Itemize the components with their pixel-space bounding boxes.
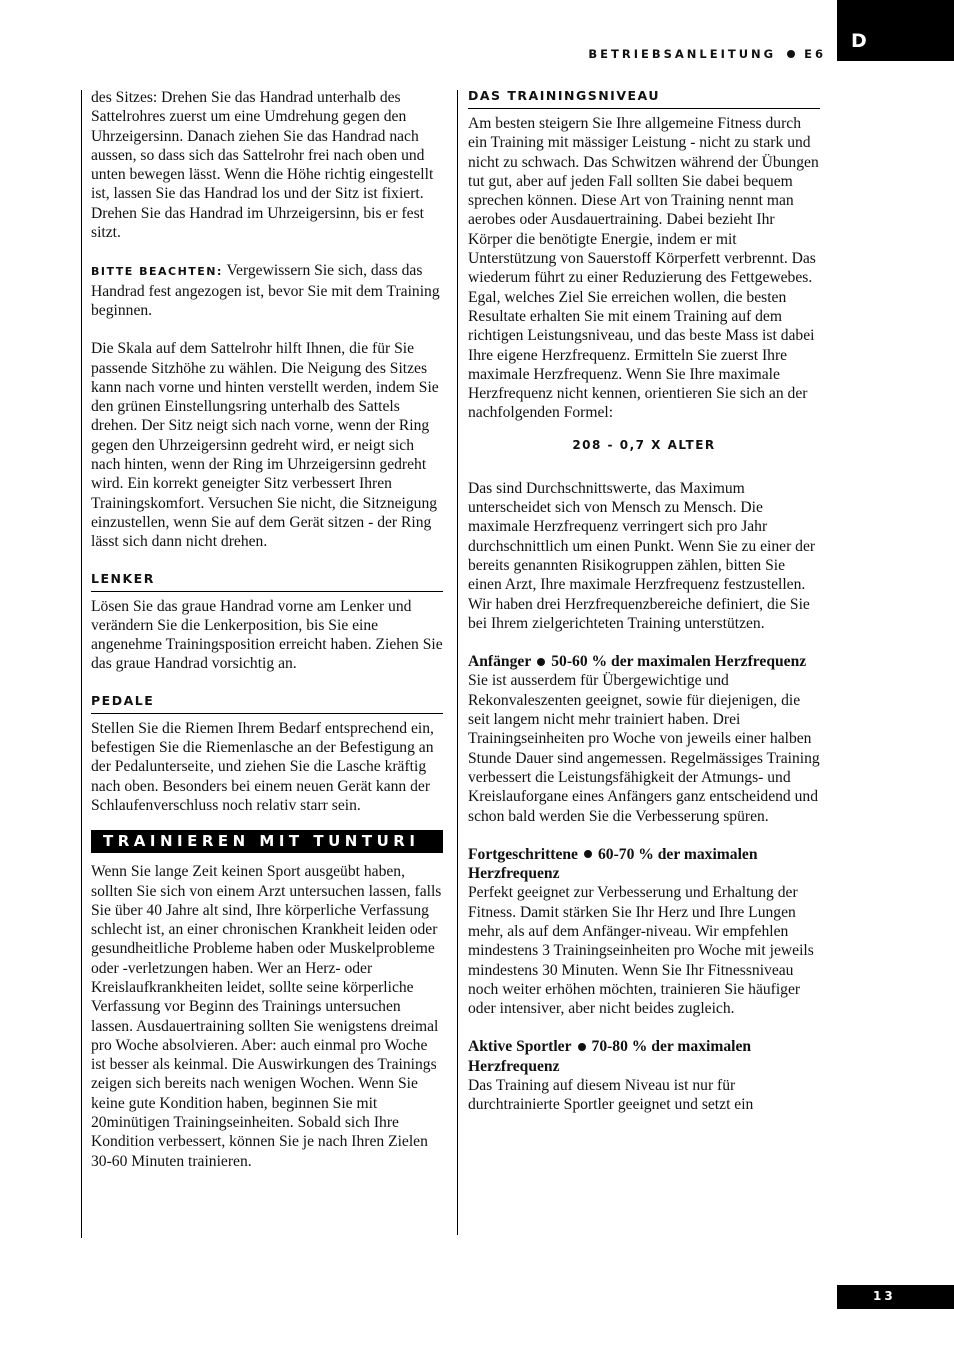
left-column-rule: [81, 90, 82, 1238]
seat-adjust-paragraph: des Sitzes: Drehen Sie das Handrad unterhalb des Sattelrohres zuerst um eine Umdrehung gegen den Uhrzeigersinn. Danach ziehen Sie das Handrad nach aussen, so dass sich das Sattelrohr frei nach oben und unten bewegen lässt. Wenn die Höhe richtig eingestellt ist, lassen Sie das Handrad los und der Sitz ist fixiert. Drehen Sie das Handrad im Uhrzeigersinn, bis er fest sitzt.: [91, 89, 434, 242]
lenker-paragraph: Lösen Sie das graue Handrad vorne am Lenker und verändern Sie die Lenkerposition, bis Sie eine angenehme Trainingsposition erreicht haben. Ziehen Sie das graue Handrad vorsichtig an.: [91, 597, 443, 673]
note-label: BITTE BEACHTEN:: [91, 265, 223, 279]
trainingsniveau-paragraph: Am besten steigern Sie Ihre allgemeine Fitness durch ein Training mit mässiger Leistung - nicht zu stark und nicht zu schwach. Das Schwitzen während der Übungen tut gut, aber auf jeden Fall sollten Sie dabei bequem sprechen können. Diese Art von Training nennt man aerobes oder Ausdauertraining. Dabei bezieht Ihr Körper die benötigte Energie, indem er mit Unterstützung von Sauerstoff Körperfett verbrennt. Das wiederum führt zu einer Reduzierung des Fettgewebes. Egal, welches Ziel Sie erreichen wollen, die besten Resultate erhalten Sie mit einem Training auf dem richtigen Leistungsniveau, und das beste Mass ist dabei Ihre eigene Herzfrequenz. Ermitteln Sie zuerst Ihre maximale Herzfrequenz. Wenn Sie Ihre maximale Herzfrequenz nicht kennen, orientieren Sie sich an der nachfolgenden Formel:: [468, 115, 819, 422]
level-beginner-text: Sie ist ausserdem für Übergewichtige und Rekonvaleszenten geeignet, sowie für diejenigen, die seit langem nicht mehr trainiert haben. Drei Trainingseinheiten pro Woche von jeweils einer halben Stunde Dauer sind angemessen. Regelmässiges Training verbessert die Leistungsfähigkeit der Atmungs- und Kreislauforgane eines Anfängers ganz entscheidend und schon bald werden Sie die Verbesserung spüren.: [468, 672, 820, 825]
language-tab: [837, 0, 954, 61]
level-range: 60-70 % der maximalen Herzfrequenz: [468, 845, 758, 883]
heart-rate-formula: 208 - 0,7 X ALTER: [572, 437, 716, 452]
level-athlete-text: Das Training auf diesem Niveau ist nur für durchtrainierte Sportler geeignet und setzt ein: [468, 1077, 754, 1114]
pedale-paragraph: Stellen Sie die Riemen Ihrem Bedarf entsprechend ein, befestigen Sie die Riemenlasche an der Befestigung an der Pedalunterseite, und ziehen Sie die Lasche kräftig nach oben. Besonders bei einem neuen Gerät kann der Schlaufenverschluss noch relativ starr sein.: [91, 719, 434, 814]
level-name: Anfänger: [468, 653, 532, 671]
level-range: 50-60 % der maximalen Herzfrequenz: [551, 653, 807, 671]
level-athlete-heading: [468, 1037, 820, 1076]
level-advanced-text: Perfekt geeignet zur Verbesserung und Erhaltung der Fitness. Damit stärken Sie Ihr Herz und Ihre Lungen mehr, als auf dem Anfänger-niveau. Wir empfehlen mindestens 3 Trainingseinheiten pro Woche mit jeweils mindestens 30 Minuten. Wenn Sie Ihr Fitnessniveau noch weiter erhöhen möchten, trainieren Sie häufiger oder intensiver, aber nicht beides zugleich.: [468, 884, 814, 1018]
note-text: Vergewissern Sie sich, dass das Handrad fest angezogen ist, bevor Sie mit dem Training beginnen.: [91, 262, 440, 319]
average-values-paragraph: Das sind Durchschnittswerte, das Maximum unterscheidet sich von Mensch zu Mensch. Die maximale Herzfrequenz verringert sich pro Jahr durchschnittlich um einen Punkt. Wenn Sie zu einer der bereits genannten Risikogruppen zählen, bitten Sie einen Arzt, Ihre maximale Herzfrequenz festzustellen. Wir haben drei Herzfrequenzbereiche definiert, die Sie bei Ihrem zielgerichteten Training unterstützen.: [468, 479, 816, 632]
trainingsniveau-heading: DAS TRAININGSNIVEAU: [468, 88, 820, 109]
page-number: [837, 1285, 954, 1309]
bullet-icon: [787, 50, 795, 58]
lenker-heading: LENKER: [91, 571, 443, 592]
running-header: [588, 47, 826, 61]
seat-tilt-paragraph: Die Skala auf dem Sattelrohr hilft Ihnen, die für Sie passende Sitzhöhe zu wählen. Die Neigung des Sitzes kann nach vorne und hinten verstellt werden, indem Sie den grünen Einstellungsring unterhalb des Sattels drehen. Der Sitz neigt sich nach vorne, wenn der Ring gegen den Uhrzeigersinn gedreht wird, er neigt sich nach hinten, wenn der Ring im Uhrzeigersinn gedreht wird. Ein korrekt geneigter Sitz verbessert Ihren Trainingskomfort. Versuchen Sie nicht, die Sitzneigung einzustellen, wenn Sie auf dem Gerät sitzen - der Ring lässt sich dann nicht drehen.: [91, 340, 439, 551]
level-advanced-heading: [468, 845, 820, 884]
bullet-icon: [537, 658, 545, 666]
trainieren-heading: TRAINIEREN MIT TUNTURI: [91, 830, 443, 853]
left-column: [91, 88, 443, 1171]
page-code: E6: [804, 47, 826, 61]
note-paragraph: [91, 261, 443, 320]
level-range: 70-80 % der maximalen Herzfrequenz: [468, 1038, 752, 1075]
level-beginner-heading: [468, 652, 820, 671]
language-code: D: [851, 30, 867, 52]
right-column: [468, 88, 820, 1115]
running-title: BETRIEBSANLEITUNG: [588, 47, 777, 61]
page-number-text: 13: [873, 1289, 896, 1303]
bullet-icon: [584, 850, 592, 858]
level-name: Fortgeschrittene: [468, 845, 578, 863]
pedale-heading: PEDALE: [91, 693, 443, 714]
bullet-icon: [578, 1043, 586, 1051]
trainieren-paragraph: Wenn Sie lange Zeit keinen Sport ausgeübt haben, sollten Sie sich von einem Arzt untersuchen lassen, falls Sie über 40 Jahre alt sind, Ihre körperliche Verfassung schlecht ist, an einer chronischen Krankheit leiden oder gesundheitliche Probleme haben oder Muskelprobleme oder -verletzungen haben. Wer an Herz- oder Kreislaufkrankheiten leidet, sollte seine körperliche Verfassung vor Beginn des Trainings untersuchen lassen. Ausdauertraining sollten Sie wenigstens dreimal pro Woche absolvieren. Aber: auch einmal pro Woche ist besser als keinmal. Die Auswirkungen des Trainings zeigen sich bereits nach wenigen Wochen. Wenn Sie keine gute Kondition haben, beginnen Sie mit 20minütigen Trainingseinheiten. Sobald sich Ihre Kondition verbessert, können Sie je nach Ihren Zielen 30-60 Minuten trainieren.: [91, 863, 442, 1170]
level-name: Aktive Sportler: [468, 1038, 572, 1056]
right-column-rule: [457, 90, 458, 1235]
